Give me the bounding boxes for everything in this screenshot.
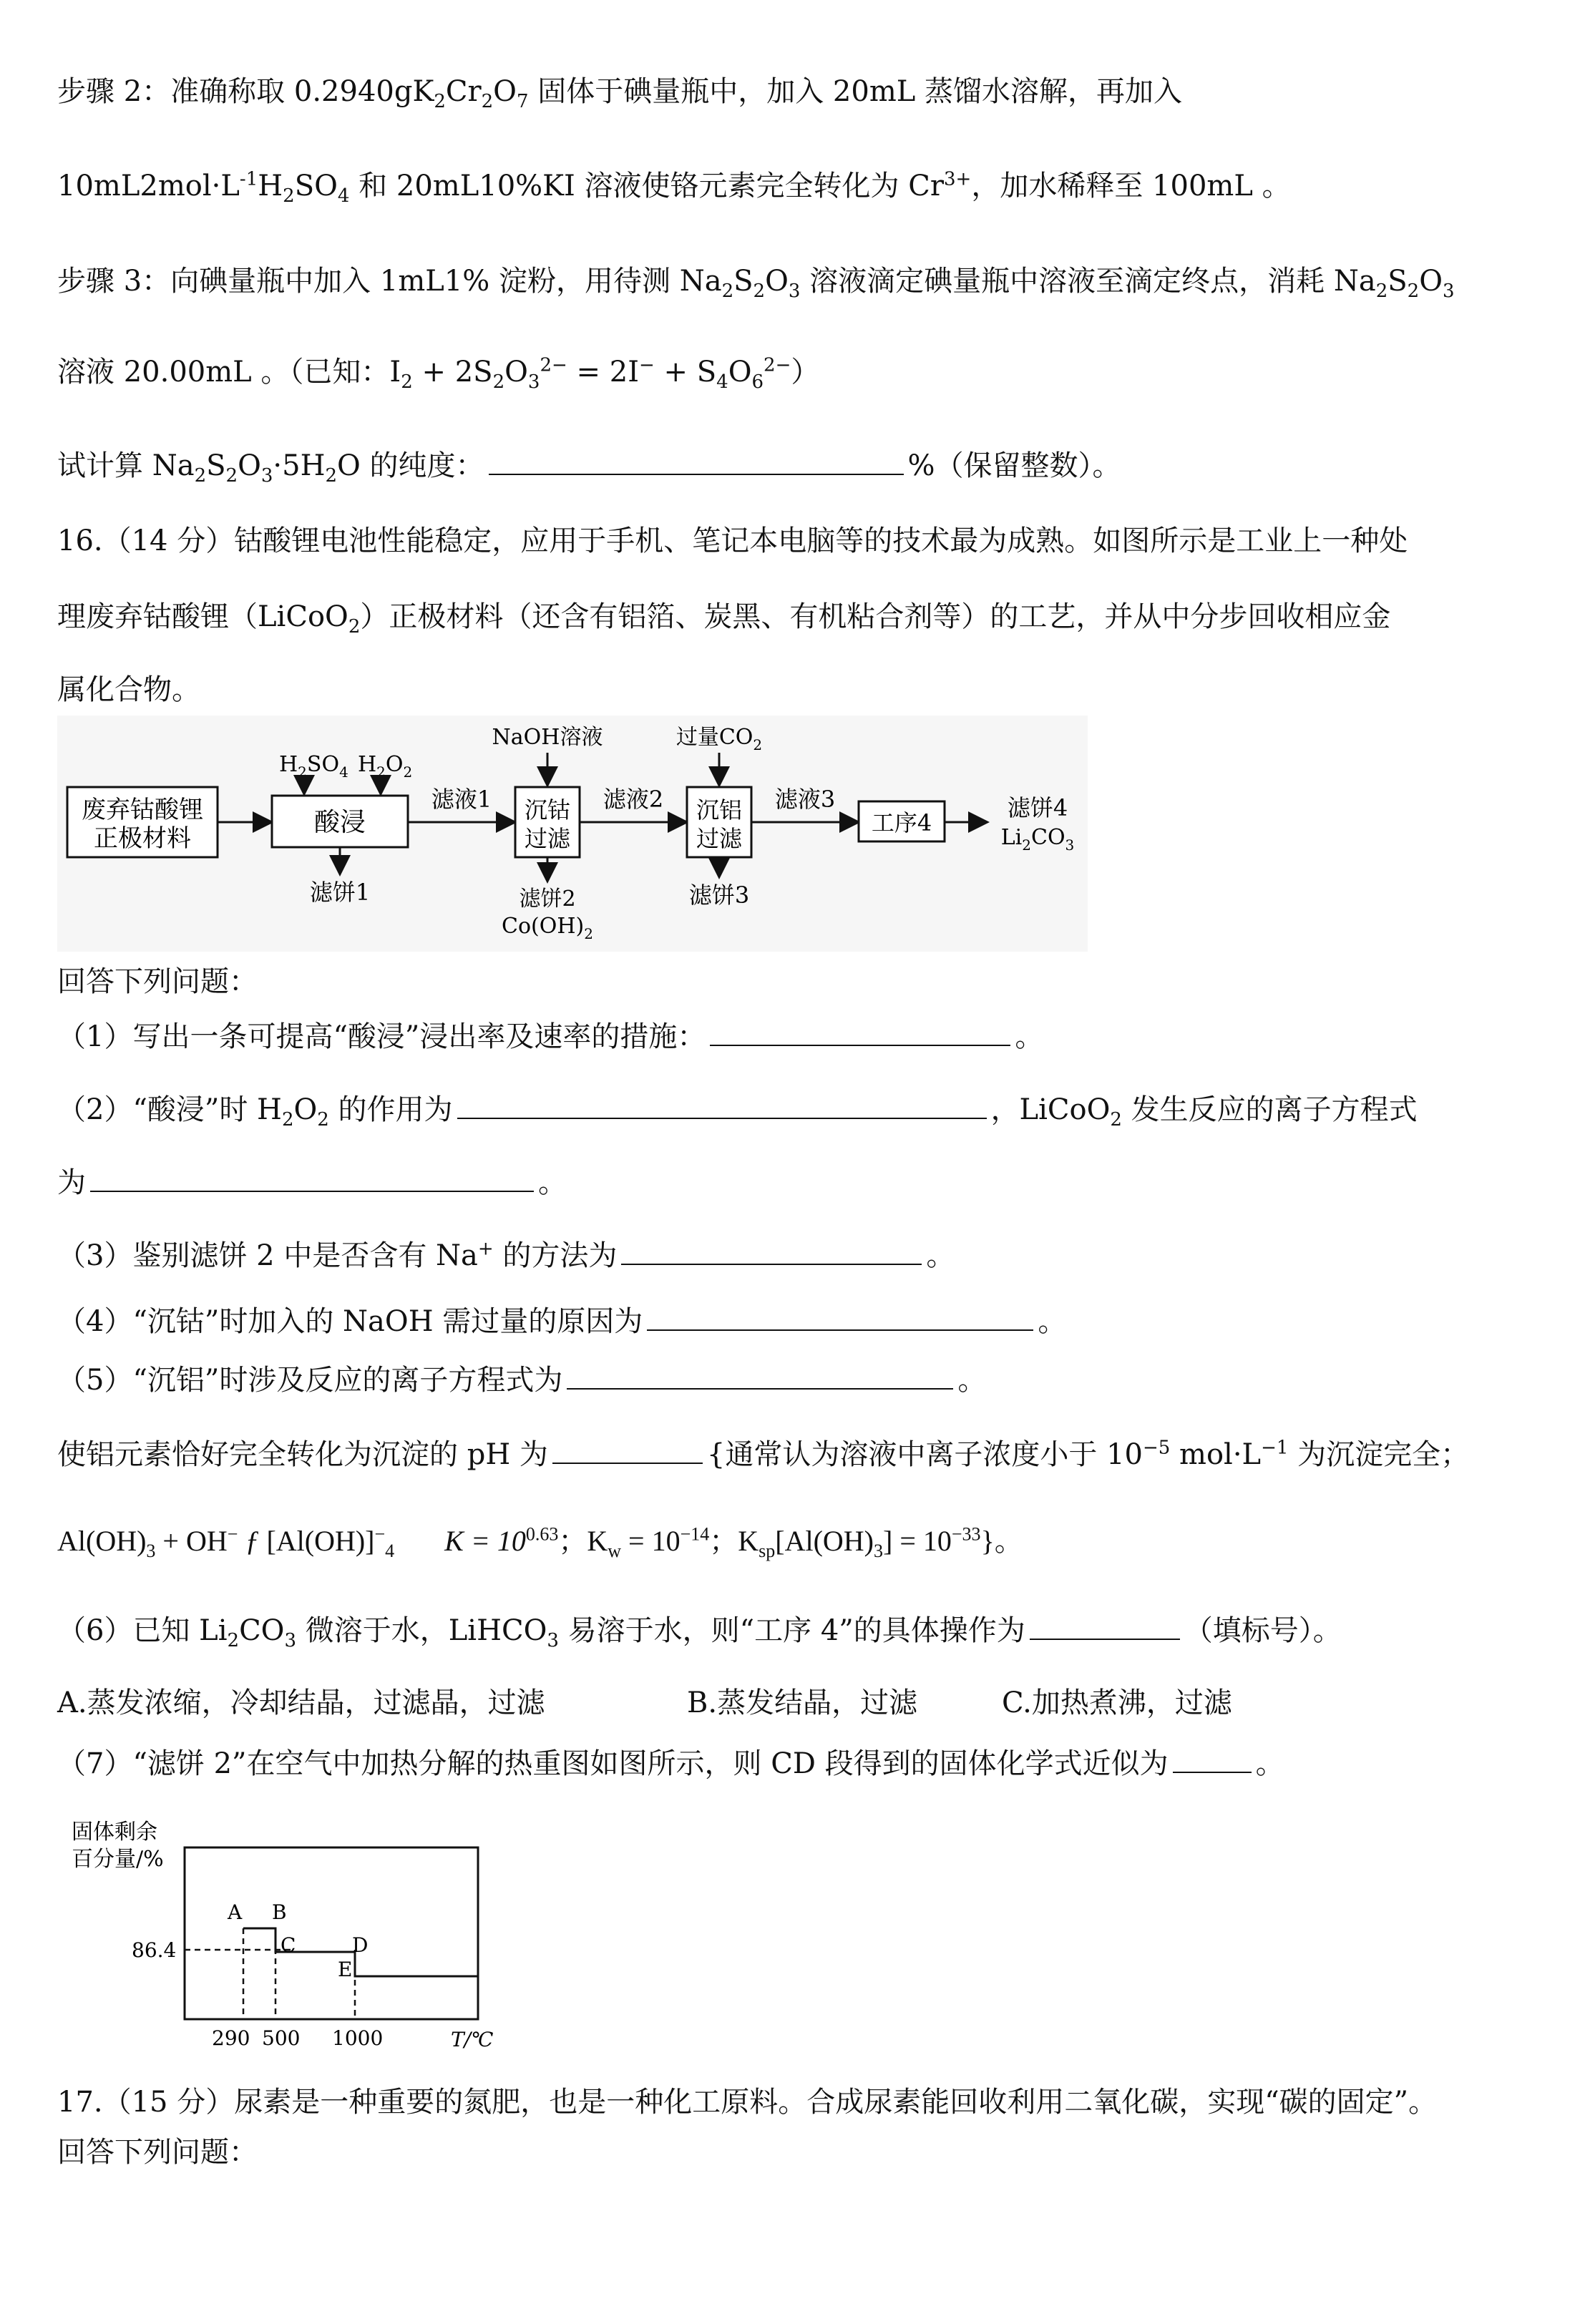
point-a: A: [228, 1900, 243, 1924]
filtrate-3: 滤液3: [774, 786, 836, 813]
q16-part4: （4）“沉钴”时加入的 NaOH 需过量的原因为 。: [57, 1301, 1542, 1342]
option-a: A.蒸发浓缩，冷却结晶，过滤晶，过滤: [57, 1686, 545, 1719]
step2-line1: 步骤 2：准确称取 $0.2940gK_2Cr_2O_7$ 固体于碘量瓶中，加入 20mL 蒸馏水溶解，再加入: [57, 75, 1183, 112]
reagent-naoh: NaOH溶液: [492, 725, 603, 750]
part5-blank[interactable]: [567, 1359, 953, 1390]
part4-blank[interactable]: [647, 1301, 1033, 1331]
q16-part5: （5）“沉铝”时涉及反应的离子方程式为 。: [57, 1359, 1542, 1400]
q16-part7: （7）“滤饼 2”在空气中加热分解的热重图如图所示，则 CD 段得到的固体化学式近似为 。: [57, 1743, 1542, 1784]
option-b: B.蒸发结晶，过滤: [687, 1686, 918, 1719]
x-tick-290: 290: [212, 2026, 250, 2050]
q17-intro: 17.（15 分）尿素是一种重要的氮肥，也是一种化工原料。合成尿素能回收利用二氧化碳，实现“碳的固定”。: [57, 2086, 1438, 2119]
raw-material-line1: 废弃钴酸锂: [82, 796, 203, 824]
option-c: C.加热煮沸，过滤: [1002, 1686, 1232, 1719]
point-d: D: [352, 1933, 369, 1957]
aluminium-box-line1: 沉铝: [696, 796, 743, 824]
point-c: C: [281, 1933, 296, 1957]
reagent-co2: 过量$CO_2$: [676, 725, 763, 753]
ph-blank[interactable]: [552, 1434, 703, 1464]
aluminium-box-line2: 过滤: [696, 825, 743, 852]
y-value-label: 86.4: [132, 1938, 177, 1962]
purity-answer-blank[interactable]: [489, 445, 904, 475]
filter-cake-2: 滤饼2: [519, 887, 576, 912]
part1-blank[interactable]: [710, 1016, 1010, 1046]
raw-material-line2: 正极材料: [94, 824, 191, 853]
q16-part1: （1）写出一条可提高“酸浸”浸出率及速率的措施： 。: [57, 1016, 1542, 1057]
y-axis-label-1: 固体剩余: [72, 1820, 157, 1845]
q16-part6-options: [57, 1683, 1542, 1723]
step3-line2: 溶液 20.00mL 。（已知：$I_2 + 2S_2O_3^{2-} = 2I^- + S_4O_6^{2-}$）: [57, 354, 820, 393]
y-axis-label-2: 百分量/%: [72, 1847, 164, 1872]
q16-intro-line3: 属化合物。: [57, 673, 200, 706]
x-axis-label: T/℃: [451, 2028, 494, 2051]
filter-cake-1: 滤饼1: [309, 879, 371, 906]
answer-prompt: 回答下列问题：: [57, 965, 258, 998]
x-tick-1000: 1000: [332, 2026, 384, 2050]
point-e: E: [338, 1958, 353, 1981]
cobalt-box-line2: 过滤: [524, 825, 571, 852]
part2-equation-blank[interactable]: [90, 1162, 534, 1192]
filter-cake-3: 滤饼3: [688, 882, 750, 909]
reagent-h2o2: $H_2O_2$: [358, 752, 413, 781]
q16-part2-line1: （2）“酸浸”时 $H_2O_2$ 的作用为 ，LiCoO$_2$ 发生反应的离子方程式: [57, 1089, 1542, 1130]
acid-leach-label: 酸浸: [313, 808, 366, 837]
part7-blank[interactable]: [1173, 1743, 1252, 1773]
plot-frame: [185, 1847, 478, 2019]
q16-equilibrium-line: $Al(OH)_3 + OH^-$ ƒ $[Al(OH)]^-_4$ $K = 10^{0.63}$；$K_w = 10^{-14}$；$K_{sp}[Al(OH)_3] = 10^{-33}$}。: [57, 1523, 1023, 1561]
q16-ph-line: 使铝元素恰好完全转化为沉淀的 pH 为 {通常认为溶液中离子浓度小于 $10^{-5}$ $mol\cdot L^{-1}$ 为沉淀完全；: [57, 1434, 1542, 1475]
part6-blank[interactable]: [1030, 1610, 1180, 1640]
point-b: B: [272, 1900, 287, 1924]
q16-part2-line2: 为 。: [57, 1162, 1542, 1203]
reagent-h2so4: $H_2SO_4$: [279, 752, 348, 781]
q16-intro-line1: 16.（14 分）钴酸锂电池性能稳定，应用于手机、笔记本电脑等的技术最为成熟。如图所示是工业上一种处: [57, 524, 1408, 557]
cobalt-box-line1: 沉钴: [524, 796, 571, 824]
q17-prompt: 回答下列问题：: [57, 2136, 258, 2169]
x-tick-500: 500: [262, 2026, 301, 2050]
filtrate-1: 滤液1: [431, 786, 492, 813]
lithium-carbonate: $Li_2CO_3$: [1000, 825, 1075, 854]
thermogravimetric-chart: [57, 1817, 501, 2061]
q16-intro-line2: 理废弃钴酸锂（LiCoO$_2$）正极材料（还含有铝箔、炭黑、有机粘合剂等）的工艺，并从中分步回收相应金: [57, 600, 1391, 638]
step2-line2: $10mL2mol\cdot L^{-1}H_2SO_4$ 和 20mL10%KI 溶液使铬元素完全转化为 $Cr^{3+}$，加水稀释至 100mL 。: [57, 168, 1291, 207]
purity-question: 试计算 $Na_2S_2O_3\cdot 5H_2O$ 的纯度： %（保留整数）。: [57, 445, 1542, 486]
cobalt-hydroxide: $Co(OH)_2$: [502, 914, 593, 942]
step3-line1: 步骤 3：向碘量瓶中加入 1mL1% 淀粉，用待测 $Na_2S_2O_3$ 溶液滴定碘量瓶中溶液至滴定终点，消耗 $Na_2S_2O_3$: [57, 265, 1455, 302]
filtrate-2: 滤液2: [603, 786, 664, 813]
process-flow-chart: [57, 716, 1088, 952]
part2-role-blank[interactable]: [457, 1089, 987, 1119]
q16-part3: （3）鉴别滤饼 2 中是否含有 Na+ 的方法为 。: [57, 1235, 1542, 1276]
q16-part6: （6）已知 $Li_2CO_3$ 微溶于水，LiHCO$_3$ 易溶于水，则“工序 4”的具体操作为 （填标号）。: [57, 1610, 1542, 1651]
filter-cake-4: 滤饼4: [1007, 794, 1068, 821]
part3-blank[interactable]: [621, 1235, 922, 1265]
process-4-label: 工序4: [871, 809, 932, 836]
